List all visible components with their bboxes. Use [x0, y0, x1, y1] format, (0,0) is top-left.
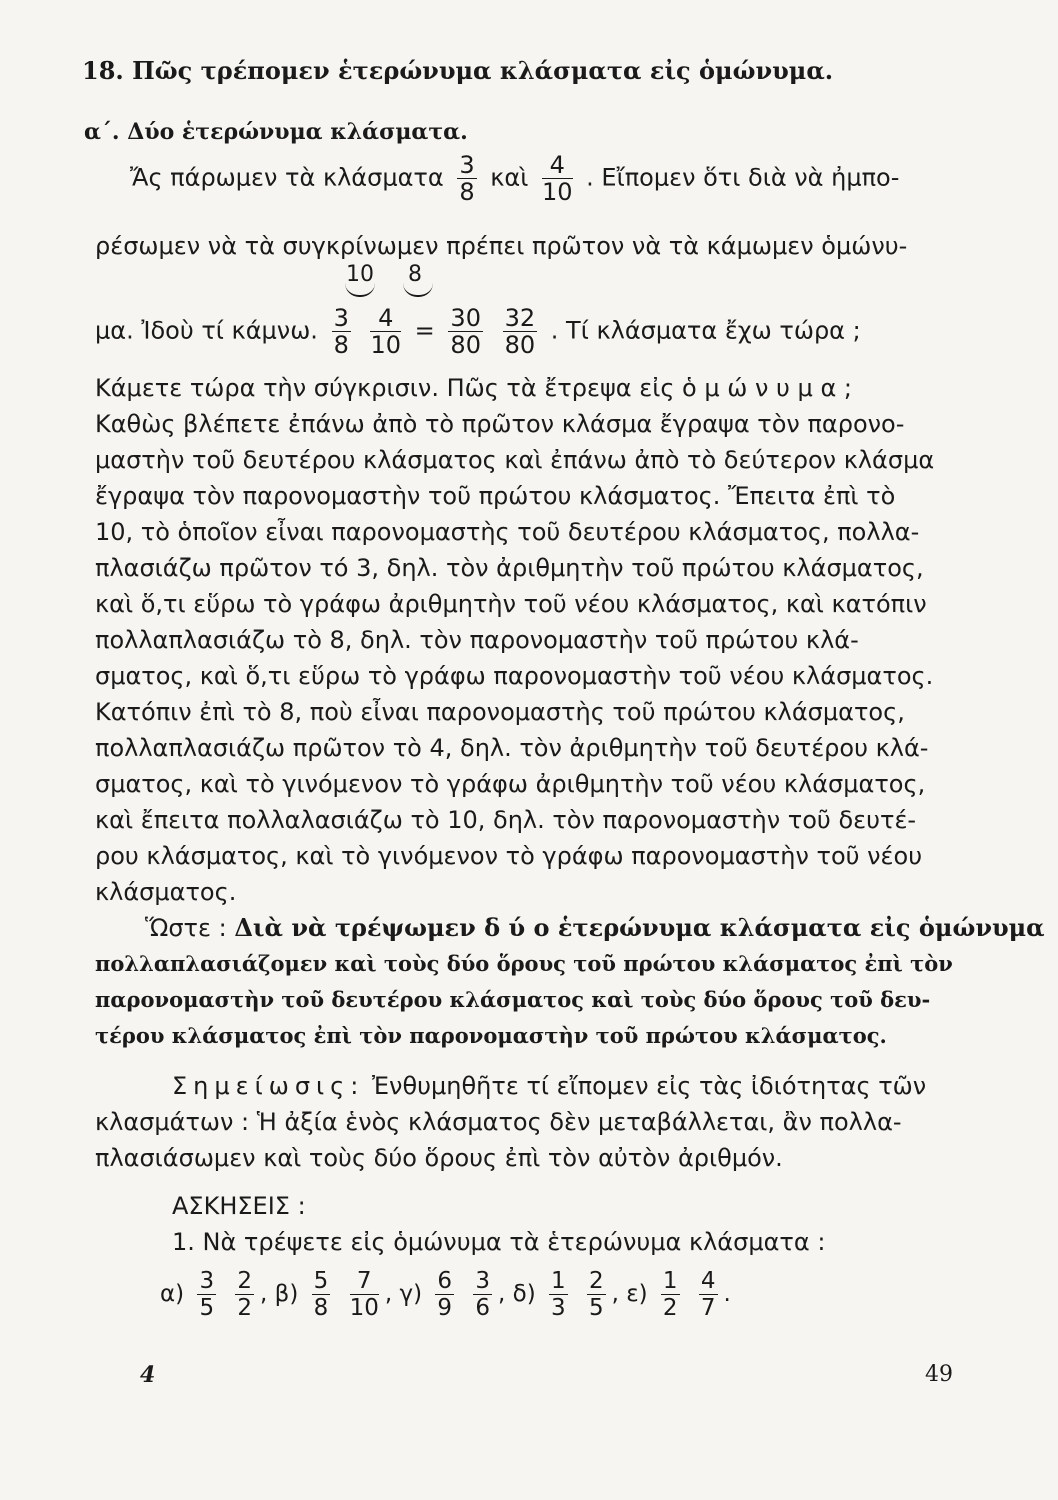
denominator: 8 — [313, 1295, 329, 1321]
text-line: καὶ ἔπειτα πολλαλασιάζω τὸ 10, δηλ. τὸν παρονομαστὴν τοῦ δευτέ- — [95, 806, 917, 834]
intro-kai: καὶ — [490, 163, 529, 192]
text-line: πολλαπλασιάζω τὸ 8, δηλ. τὸν παρονομαστὴν τοῦ πρώτου κλά- — [95, 626, 859, 654]
text-line: ρου κλάσματος, καὶ τὸ γινόμενον τὸ γράφω παρονομαστὴν τοῦ νέου — [95, 842, 923, 870]
denominator: 7 — [700, 1295, 716, 1321]
numerator: 5 — [313, 1268, 329, 1294]
rule-line: πολλαπλασιάζομεν καὶ τοὺς δύο ὅρους τοῦ πρώτου κλάσματος ἐπὶ τὸν — [95, 951, 953, 976]
text-line: πλασιάζω πρῶτον τό 3, δηλ. τὸν ἀριθμητὴν τοῦ πρώτου κλάσματος, — [95, 554, 924, 582]
example-line — [95, 305, 861, 358]
exercise-label: ε) — [626, 1281, 648, 1307]
fraction-3-8 — [457, 152, 476, 205]
denominator: 10 — [370, 331, 402, 359]
text-line: καὶ ὅ,τι εὕρω τὸ γράφω ἀριθμητὴν τοῦ νέου κλάσματος, καὶ κατόπιν — [95, 590, 927, 618]
text-line: κλάσματος. — [95, 878, 237, 906]
numerator: 3 — [333, 304, 349, 332]
text-line: σματος, καὶ ὅ,τι εὕρω τὸ γράφω παρονομαστὴν τοῦ νέου κλάσματος. — [95, 662, 934, 690]
separator: , — [611, 1281, 619, 1307]
page-number: 49 — [925, 1362, 953, 1387]
rule-prefix: Ὥστε : — [145, 914, 235, 942]
signature-mark: 4 — [140, 1362, 156, 1388]
text-line: σματος, καὶ τὸ γινόμενον τὸ γράφω ἀριθμητὴν τοῦ νέου κλάσματος, — [95, 770, 926, 798]
example-text-b: . Τί κλάσματα ἔχω τώρα ; — [550, 316, 861, 345]
text-line: ἔγραψα τὸν παρονομαστὴν τοῦ πρώτου κλάσματος. Ἔπειτα ἐπὶ τὸ — [95, 482, 896, 510]
exercise-label: α) — [160, 1281, 185, 1307]
numerator: 1 — [550, 1268, 566, 1294]
numerator: 6 — [437, 1268, 453, 1294]
section-heading: 18. Πῶς τρέπομεν ἑτερώνυμα κλάσματα εἰς ὁμώνυμα. — [82, 56, 834, 85]
text-line: πολλαπλασιάζω πρῶτον τὸ 4, δηλ. τὸν ἀριθμητὴν τοῦ δευτέρου κλά- — [95, 734, 929, 762]
denominator: 80 — [450, 331, 481, 359]
exercises-title: ΑΣΚΗΣΕΙΣ : — [172, 1192, 306, 1220]
numerator: 4 — [542, 152, 573, 179]
numerator: 4 — [370, 305, 401, 332]
rule-first-line — [145, 912, 1045, 944]
denominator: 5 — [199, 1295, 215, 1321]
exercise-label: β) — [274, 1281, 299, 1307]
exercise-fraction — [549, 1268, 568, 1321]
rule-line: παρονομαστὴν τοῦ δευτέρου κλάσματος καὶ τοὺς δύο ὅρους τοῦ δευ- — [95, 987, 931, 1012]
note-line: πλασιάσωμεν καὶ τοὺς δύο ὅρους ἐπὶ τὸν αὐτὸν ἀριθμόν. — [95, 1144, 783, 1172]
exercise-fraction — [699, 1268, 718, 1321]
fraction-32-80 — [503, 305, 538, 358]
denominator: 9 — [437, 1295, 453, 1321]
fraction-30-80 — [448, 305, 483, 358]
denominator: 10 — [349, 1295, 379, 1321]
equals-sign: = — [414, 316, 435, 345]
fraction-4-10 — [370, 305, 401, 358]
denominator: 2 — [662, 1295, 678, 1321]
text-line: 10, τὸ ὁποῖον εἶναι παρονομαστὴς τοῦ δευτέρου κλάσματος, πολλα- — [95, 518, 920, 546]
text-line: ρέσωμεν νὰ τὰ συγκρίνωμεν πρέπει πρῶτον νὰ τὰ κάμωμεν ὁμώνυ- — [95, 232, 908, 260]
numerator: 30 — [450, 304, 481, 332]
note-text: Ἐνθυμηθῆτε τί εἴπομεν εἰς τὰς ἰδιότητας τῶν — [364, 1072, 927, 1100]
denominator: 5 — [588, 1295, 604, 1321]
fraction-4-10 — [542, 152, 573, 205]
exercise-fraction — [235, 1268, 254, 1321]
exercise-fraction — [435, 1268, 454, 1321]
numerator: 1 — [662, 1268, 678, 1294]
denominator: 10 — [541, 178, 573, 206]
exercise-fraction — [350, 1268, 379, 1321]
rule-text: Διὰ νὰ τρέψωμεν δ ύ ο ἑτερώνυμα κλάσματα εἰς ὁμώνυμα — [234, 913, 1045, 942]
exercise-fraction — [473, 1268, 492, 1321]
text-line: Κατόπιν ἐπὶ τὸ 8, ποὺ εἶναι παρονομαστὴς τοῦ πρώτου κλάσματος, — [95, 698, 905, 726]
arc-mark — [403, 283, 433, 297]
numerator: 3 — [475, 1268, 490, 1294]
numerator: 2 — [237, 1268, 253, 1294]
denominator: 2 — [237, 1295, 253, 1321]
separator: , — [260, 1281, 268, 1307]
text-line: μαστὴν τοῦ δευτέρου κλάσματος καὶ ἐπάνω ἀπὸ τὸ δεύτερον κλάσμα — [95, 446, 935, 474]
intro-text-a: Ἄς πάρωμεν τὰ κλάσματα — [130, 163, 444, 192]
separator: , — [498, 1281, 506, 1307]
multiplier-10: 10 — [346, 262, 374, 287]
exercise-fraction — [661, 1268, 680, 1321]
exercise-fraction — [587, 1268, 606, 1321]
fraction-3-8 — [332, 305, 351, 358]
note-line: κλασμάτων : Ἡ ἀξία ἑνὸς κλάσματος δὲν μεταβάλλεται, ἂν πολλα- — [95, 1108, 902, 1136]
example-text-a: μα. Ἰδοὺ τί κάμνω. — [95, 316, 318, 345]
numerator: 32 — [504, 304, 536, 332]
text-line: Κάμετε τώρα τὴν σύγκρισιν. Πῶς τὰ ἔτρεψα εἰς ὁ μ ώ ν υ μ α ; — [95, 374, 852, 402]
denominator: 8 — [333, 331, 349, 359]
intro-text-b: . Εἴπομεν ὅτι διὰ νὰ ἠμπο- — [586, 163, 900, 192]
rule-line: τέρου κλάσματος ἐπὶ τὸν παρονομαστὴν τοῦ πρώτου κλάσματος. — [95, 1023, 887, 1048]
denominator: 3 — [550, 1295, 566, 1321]
exercise-1: 1. Νὰ τρέψετε εἰς ὁμώνυμα τὰ ἑτερώνυμα κλάσματα : — [172, 1228, 826, 1256]
exercise-items — [160, 1268, 731, 1321]
multiplier-8: 8 — [408, 262, 422, 287]
numerator: 4 — [700, 1268, 716, 1294]
exercise-fraction — [197, 1268, 216, 1321]
note-first-line — [172, 1070, 926, 1102]
text-line: Καθὼς βλέπετε ἐπάνω ἀπὸ τὸ πρῶτον κλάσμα ἔγραψα τὸν παρονο- — [95, 410, 905, 438]
subheading: α΄. Δύο ἑτερώνυμα κλάσματα. — [84, 119, 468, 145]
numerator: 3 — [199, 1268, 215, 1294]
separator: , — [384, 1281, 393, 1307]
numerator: 3 — [459, 151, 475, 179]
exercise-label: γ) — [399, 1281, 423, 1307]
intro-line — [130, 152, 899, 205]
separator: . — [723, 1281, 731, 1307]
denominator: 80 — [504, 331, 536, 359]
numerator: 7 — [350, 1268, 379, 1295]
denominator: 8 — [459, 178, 475, 206]
exercise-label: δ) — [512, 1281, 536, 1307]
note-label: Σημείωσις: — [172, 1072, 365, 1100]
arc-mark — [345, 283, 375, 297]
denominator: 6 — [475, 1295, 490, 1321]
numerator: 2 — [588, 1268, 604, 1294]
exercise-fraction — [312, 1268, 331, 1321]
